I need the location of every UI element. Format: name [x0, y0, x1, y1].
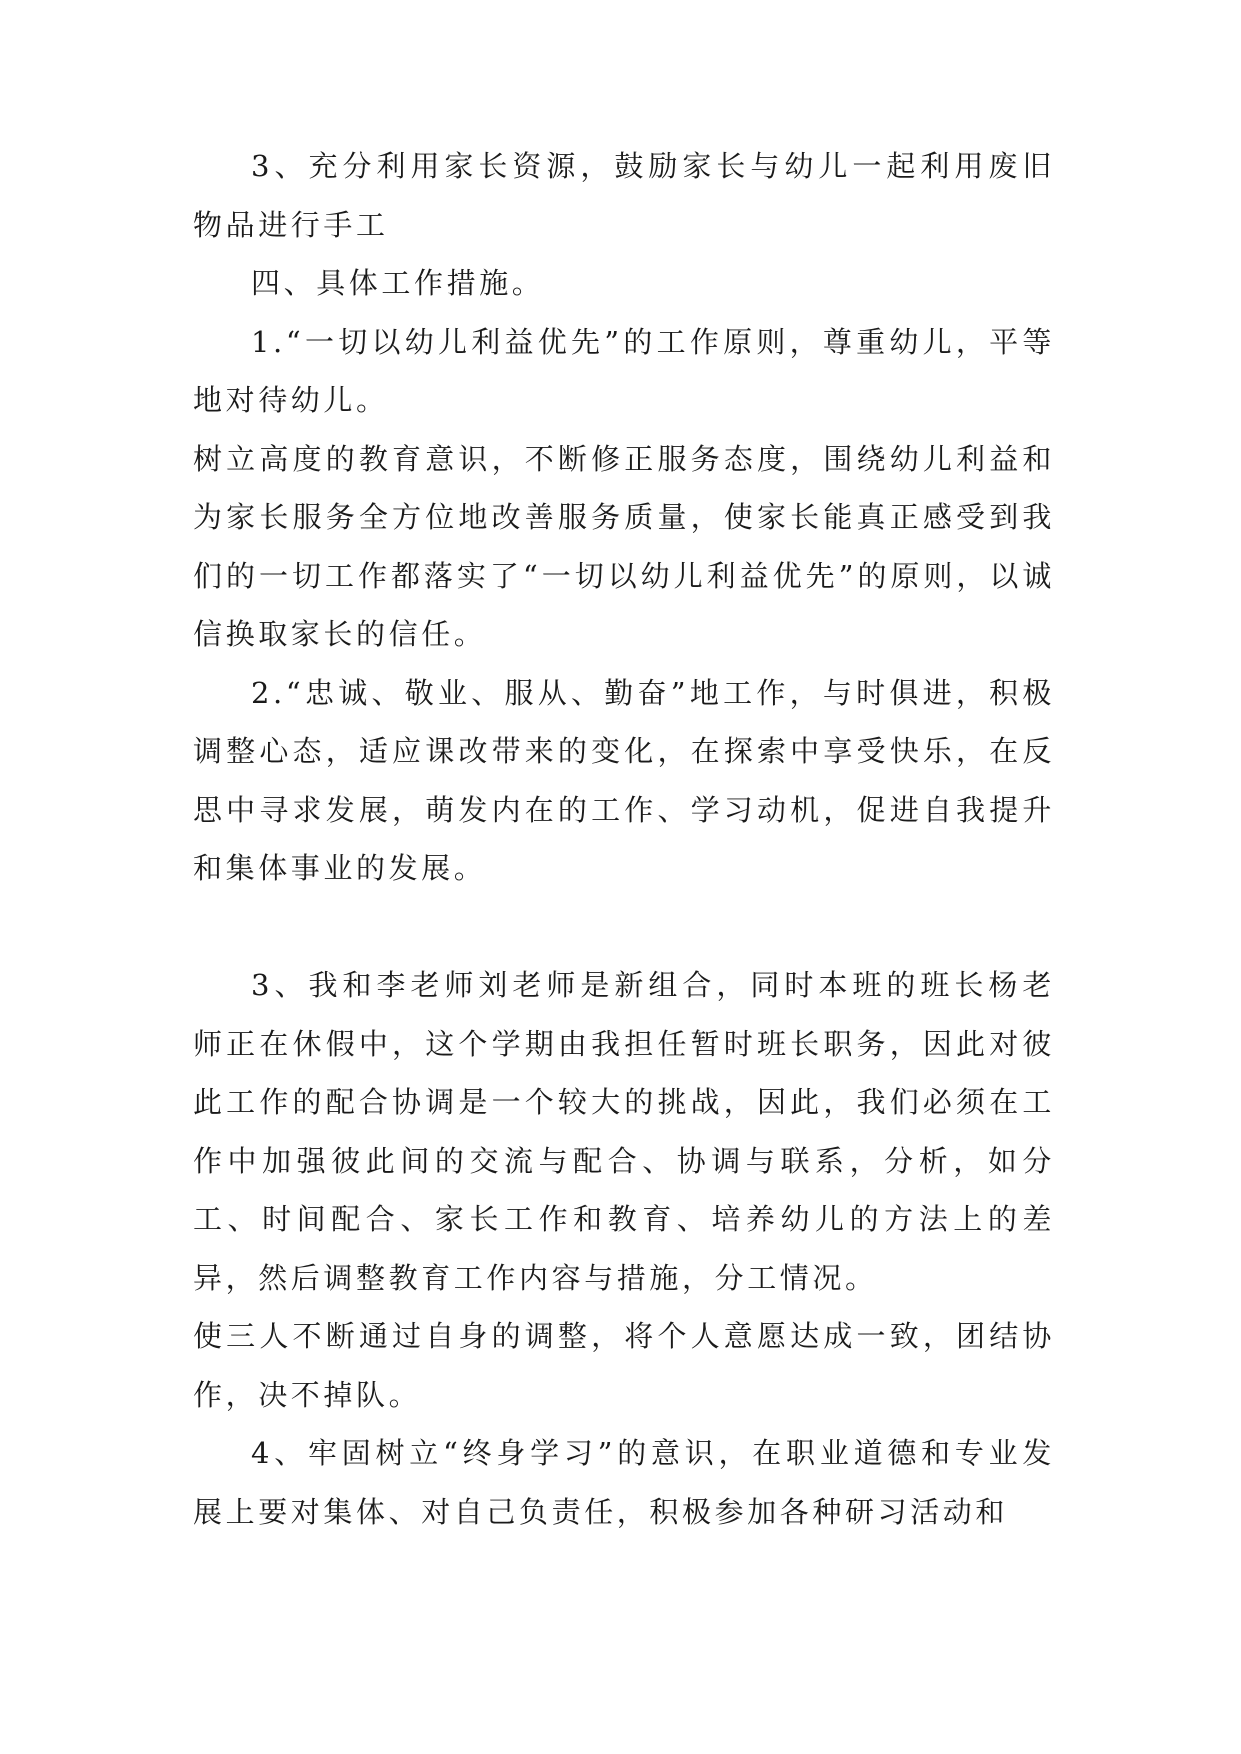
- paragraph-2: 四、具体工作措施。: [251, 266, 545, 300]
- paragraph-8: 4、牢固树立“终身学习”的意识，在职业道德和专业发展上要对集体、对自己负责任，积极参加各种研习活动和: [193, 1436, 1055, 1529]
- paragraph-5: 2.“忠诚、敬业、服从、勤奋”地工作，与时俱进，积极调整心态，适应课改带来的变化，在探索中享受快乐，在反思中寻求发展，萌发内在的工作、学习动机，促进自我提升和集体事业的发展。: [193, 675, 1055, 885]
- paragraph-gap: [193, 898, 1055, 957]
- paragraph-7: 使三人不断通过自身的调整，将个人意愿达成一致，团结协作，决不掉队。: [193, 1319, 1055, 1412]
- paragraph-3: 1.“一切以幼儿利益优先”的工作原则，尊重幼儿，平等地对待幼儿。: [193, 324, 1055, 417]
- paragraph-4: 树立高度的教育意识，不断修正服务态度，围绕幼儿利益和为家长服务全方位地改善服务质量，使家长能真正感受到我们的一切工作都落实了“一切以幼儿利益优先”的原则，以诚信换取家长的信任。: [193, 441, 1055, 651]
- paragraph-1: 3、充分利用家长资源，鼓励家长与幼儿一起利用废旧物品进行手工: [193, 149, 1055, 242]
- document-body: [193, 137, 1055, 1541]
- paragraph-6: 3、我和李老师刘老师是新组合，同时本班的班长杨老师正在休假中，这个学期由我担任暂时班长职务，因此对彼此工作的配合协调是一个较大的挑战，因此，我们必须在工作中加强彼此间的交流与配合、协调与联系，分析，如分工、时间配合、家长工作和教育、培养幼儿的方法上的差异，然后调整教育工作内容与措施，分工情况。: [193, 968, 1055, 1295]
